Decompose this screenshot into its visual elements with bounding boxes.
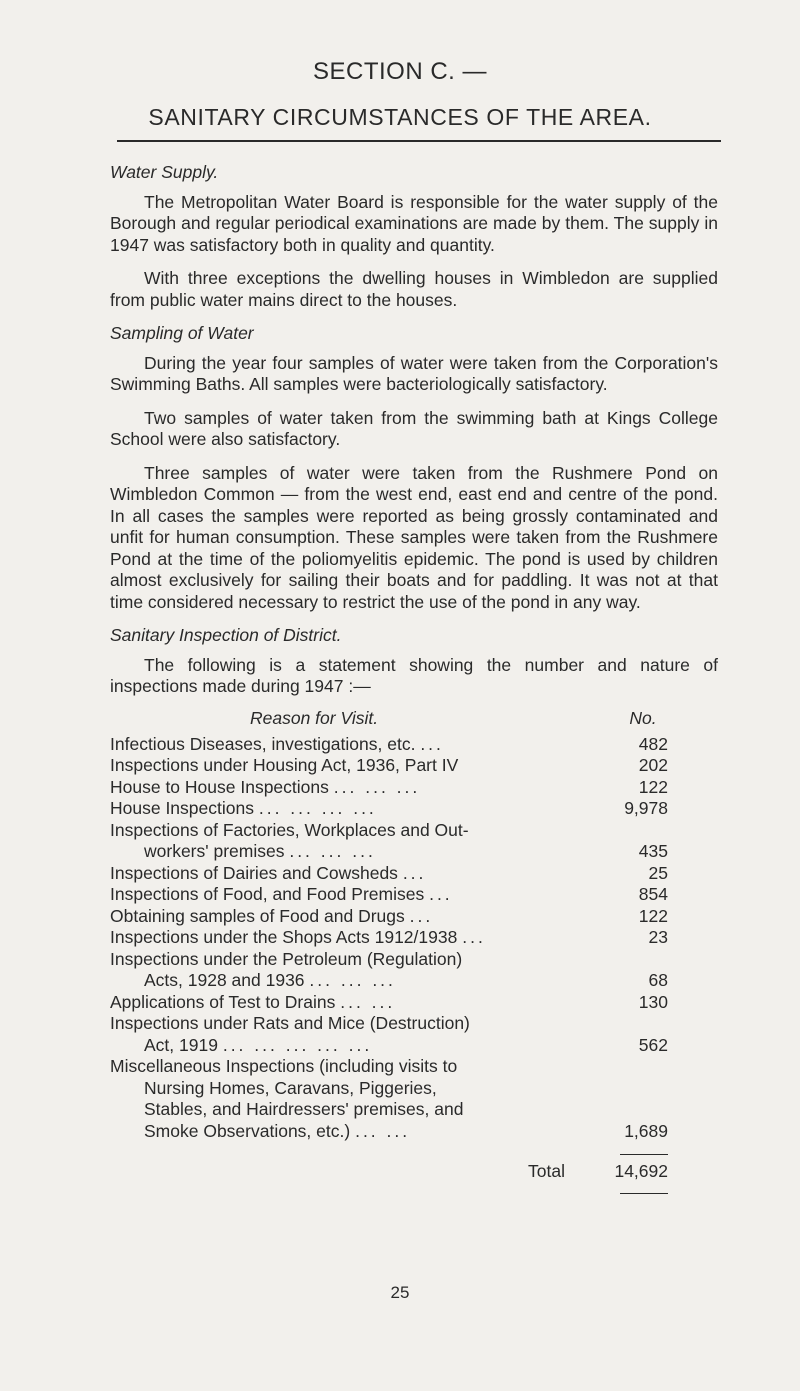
row-reason-text: Acts, 1928 and 1936 <box>144 970 305 990</box>
table-row <box>110 906 668 928</box>
row-reason-line <box>110 1121 578 1143</box>
leader-dots: ... ... ... ... <box>258 798 377 818</box>
total-label: Total <box>528 1161 565 1181</box>
row-reason-text: Inspections under the Petroleum (Regulation) <box>110 948 463 969</box>
row-reason-text: Obtaining samples of Food and Drugs <box>110 905 405 926</box>
row-count: 562 <box>638 1034 668 1055</box>
total-value: 14,692 <box>614 1161 668 1181</box>
row-reason <box>110 992 668 1014</box>
row-reason-text: Inspections of Food, and Food Premises <box>110 884 425 904</box>
row-reason-text: House Inspections <box>110 798 254 818</box>
table-row <box>110 992 668 1014</box>
water-supply-paragraph-1: The Metropolitan Water Board is responsible for the water supply of the Borough and regular periodical examinations are made by them. The supply in 1947 was satisfactory both in quality and quantity. <box>110 191 718 255</box>
row-reason-line <box>110 1035 578 1057</box>
row-reason <box>110 906 668 928</box>
row-reason <box>110 884 668 906</box>
leader-dots: ... <box>420 733 444 754</box>
row-reason-text: Applications of Test to Drains <box>110 991 336 1012</box>
row-reason-text: Miscellaneous Inspections (including visits to <box>110 1056 458 1076</box>
leader-dots: ... <box>462 927 486 947</box>
row-reason-text: Stables, and Hairdressers' premises, and <box>144 1099 464 1119</box>
table-row <box>110 820 668 863</box>
row-reason-line <box>110 820 578 842</box>
row-reason-text: House to House Inspections <box>110 776 329 797</box>
table-row <box>110 927 668 949</box>
sampling-paragraph-3: Three samples of water were taken from the Rushmere Pond on Wimbledon Common — from the west end, east end and centre of the pond. In all cases the samples were reported as being grossly contaminated and unfit for human consumption. These samples were taken from the Rushmere Pond at the time of the poliomyelitis epidemic. The pond is used by children almost exclusively for sailing their boats and for paddling. It was not at that time considered necessary to restrict the use of the pond in any way. <box>110 462 718 612</box>
row-count: 482 <box>638 733 668 754</box>
row-reason <box>110 927 668 949</box>
leader-dots: ... <box>402 862 427 883</box>
row-count: 202 <box>638 755 668 775</box>
page-content <box>110 162 718 1194</box>
leader-dots: ... <box>429 884 453 904</box>
column-header-reason: Reason for Visit. <box>250 707 379 728</box>
row-count: 130 <box>638 991 668 1012</box>
inspection-table <box>110 734 718 1143</box>
row-reason-text: Act, 1919 <box>144 1034 218 1055</box>
column-header-number: No. <box>629 707 657 728</box>
sampling-heading: Sampling of Water <box>110 323 254 343</box>
total-row <box>110 1161 718 1187</box>
table-row <box>110 949 668 992</box>
water-supply-heading: Water Supply. <box>110 162 219 182</box>
row-reason <box>110 949 668 992</box>
total-rule-top <box>620 1154 668 1155</box>
inspection-intro: The following is a statement showing the number and nature of inspections made during 1947 :— <box>110 654 718 696</box>
row-reason-text: Inspections under Housing Act, 1936, Part IV <box>110 755 459 775</box>
row-reason-text: Inspections of Dairies and Cowsheds <box>110 862 398 883</box>
row-reason-line <box>110 734 578 756</box>
row-reason-text: Inspections under the Shops Acts 1912/1938 <box>110 927 458 947</box>
leader-dots: ... ... <box>340 991 396 1012</box>
row-reason <box>110 734 668 756</box>
leader-dots: ... ... ... <box>309 970 396 990</box>
row-reason-line <box>110 798 578 820</box>
row-reason-line <box>110 863 578 885</box>
row-reason-line <box>110 949 578 971</box>
row-reason-line <box>110 841 578 863</box>
table-row <box>110 1056 668 1142</box>
page-title: SANITARY CIRCUMSTANCES OF THE AREA. <box>148 104 652 130</box>
row-reason-line <box>110 755 578 777</box>
row-count: 122 <box>638 776 668 797</box>
row-reason <box>110 863 668 885</box>
table-row <box>110 863 668 885</box>
leader-dots: ... ... ... <box>289 841 376 861</box>
row-reason <box>110 820 668 863</box>
row-reason-line <box>110 1099 578 1121</box>
row-reason-line <box>110 884 578 906</box>
row-reason-text: workers' premises <box>144 841 285 861</box>
row-reason <box>110 1056 668 1142</box>
row-count: 122 <box>638 905 668 926</box>
sampling-paragraph-1: During the year four samples of water were taken from the Corporation's Swimming Baths. All samples were bacteriologically satisfactory. <box>110 352 718 394</box>
leader-dots: ... ... <box>355 1120 411 1141</box>
row-reason-line <box>110 970 578 992</box>
row-reason-line <box>110 1056 578 1078</box>
row-reason-line <box>110 777 578 799</box>
row-count: 25 <box>648 862 668 883</box>
row-count: 68 <box>648 970 668 990</box>
table-row <box>110 1013 668 1056</box>
row-count: 854 <box>638 884 668 904</box>
table-row <box>110 755 668 777</box>
row-count: 1,689 <box>624 1120 668 1141</box>
table-row <box>110 798 668 820</box>
row-reason-line <box>110 906 578 928</box>
row-count: 9,978 <box>624 798 668 818</box>
row-reason-text: Infectious Diseases, investigations, etc. <box>110 733 416 754</box>
row-reason <box>110 1013 668 1056</box>
row-reason <box>110 798 668 820</box>
row-count: 435 <box>638 841 668 861</box>
row-reason <box>110 755 668 777</box>
title-underline <box>117 140 721 142</box>
leader-dots: ... ... ... ... ... <box>222 1034 373 1055</box>
total-rule-bottom <box>620 1193 668 1194</box>
row-count: 23 <box>648 927 668 947</box>
page-number: 25 <box>390 1283 410 1302</box>
table-row <box>110 884 668 906</box>
inspection-table-header <box>110 708 718 730</box>
row-reason-text: Nursing Homes, Caravans, Piggeries, <box>144 1077 437 1098</box>
row-reason-line <box>110 1078 578 1100</box>
section-heading: SECTION C. — <box>312 58 487 85</box>
water-supply-paragraph-2: With three exceptions the dwelling houses in Wimbledon are supplied from public water mains direct to the houses. <box>110 268 718 310</box>
row-reason-line <box>110 992 578 1014</box>
row-reason-text: Inspections of Factories, Workplaces and Out- <box>110 819 469 840</box>
row-reason-line <box>110 927 578 949</box>
leader-dots: ... ... ... <box>333 776 421 797</box>
leader-dots: ... <box>409 905 434 926</box>
inspection-heading: Sanitary Inspection of District. <box>110 625 342 645</box>
table-row <box>110 777 668 799</box>
row-reason-text: Smoke Observations, etc.) <box>144 1120 351 1141</box>
row-reason <box>110 777 668 799</box>
row-reason-text: Inspections under Rats and Mice (Destruction) <box>110 1013 470 1033</box>
sampling-paragraph-2: Two samples of water taken from the swimming bath at Kings College School were also satisfactory. <box>110 407 718 449</box>
table-row <box>110 734 668 756</box>
row-reason-line <box>110 1013 578 1035</box>
